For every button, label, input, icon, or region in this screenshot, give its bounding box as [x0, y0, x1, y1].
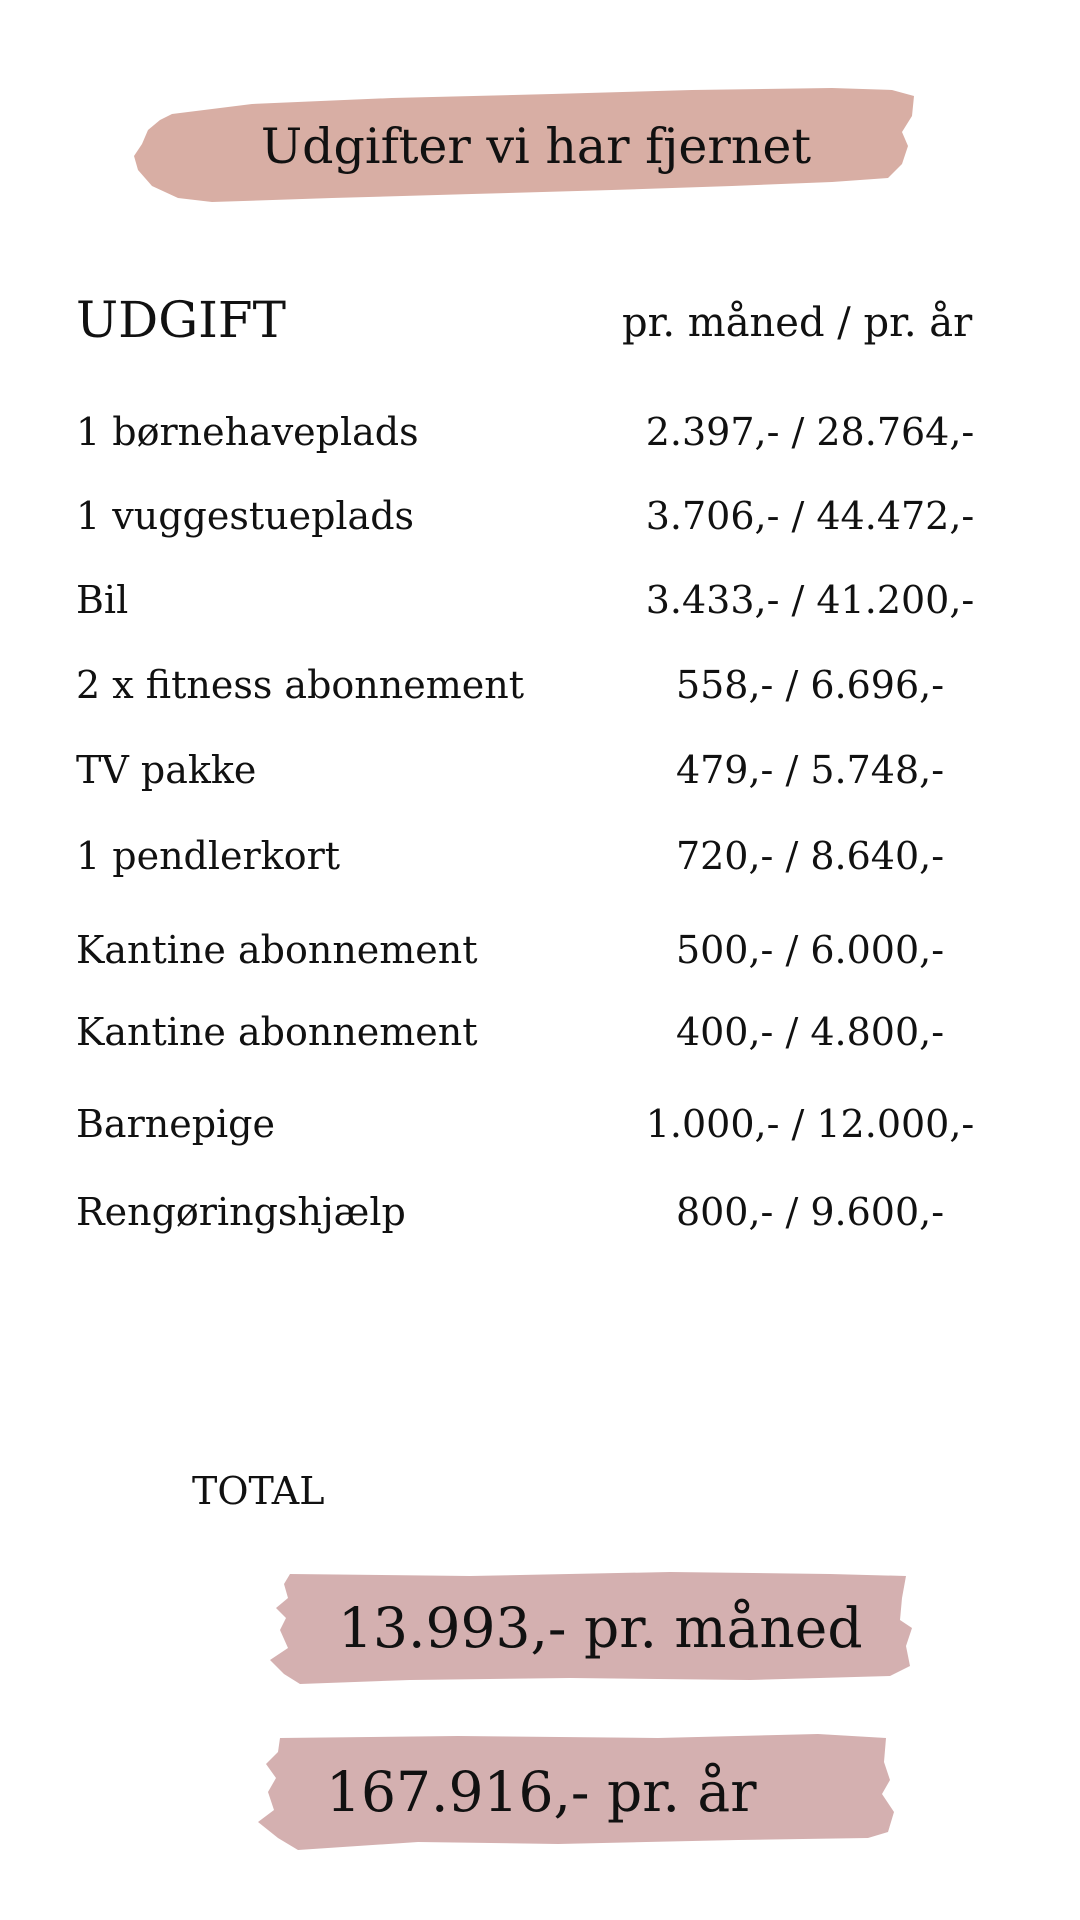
- expense-label: 1 vuggestueplads: [76, 494, 415, 538]
- table-row: [0, 740, 1080, 800]
- total-year-banner: [258, 1732, 908, 1852]
- expense-value: 800,- / 9.600,-: [675, 1190, 945, 1234]
- total-month-banner: [270, 1568, 920, 1688]
- table-row: [0, 486, 1080, 546]
- table-row: [0, 920, 1080, 980]
- expense-value: 2.397,- / 28.764,-: [645, 410, 975, 454]
- expense-label: Barnepige: [76, 1102, 275, 1146]
- expense-value: 720,- / 8.640,-: [675, 834, 945, 878]
- table-row: [0, 1094, 1080, 1154]
- expense-label: 2 x fitness abonnement: [76, 663, 524, 707]
- expense-label: 1 børnehaveplads: [76, 410, 419, 454]
- expense-value: 500,- / 6.000,-: [675, 928, 945, 972]
- expense-label: Kantine abonnement: [76, 928, 478, 972]
- table-row: [0, 570, 1080, 630]
- expense-value: 1.000,- / 12.000,-: [645, 1102, 975, 1146]
- expense-label: TV pakke: [76, 748, 257, 792]
- expense-label: Rengøringshjælp: [76, 1190, 406, 1234]
- expense-value: 3.433,- / 41.200,-: [645, 578, 975, 622]
- table-row: [0, 1002, 1080, 1062]
- expense-value: 3.706,- / 44.472,-: [645, 494, 975, 538]
- column-header-expense: UDGIFT: [76, 291, 286, 349]
- page-title: Udgifter vi har fjernet: [260, 117, 812, 175]
- expense-value: 558,- / 6.696,-: [675, 663, 945, 707]
- expense-value: 400,- / 4.800,-: [675, 1010, 945, 1054]
- expense-label: Bil: [76, 578, 129, 622]
- table-row: [0, 402, 1080, 462]
- total-per-year: 167.916,- pr. år: [326, 1760, 757, 1824]
- expense-label: 1 pendlerkort: [76, 834, 341, 878]
- table-row: [0, 655, 1080, 715]
- column-header-period: pr. måned / pr. år: [622, 300, 973, 346]
- table-row: [0, 826, 1080, 886]
- total-label: TOTAL: [192, 1469, 325, 1513]
- title-banner: [132, 86, 920, 206]
- total-per-month: 13.993,- pr. måned: [338, 1596, 863, 1660]
- expense-value: 479,- / 5.748,-: [675, 748, 945, 792]
- table-row: [0, 1182, 1080, 1242]
- expense-label: Kantine abonnement: [76, 1010, 478, 1054]
